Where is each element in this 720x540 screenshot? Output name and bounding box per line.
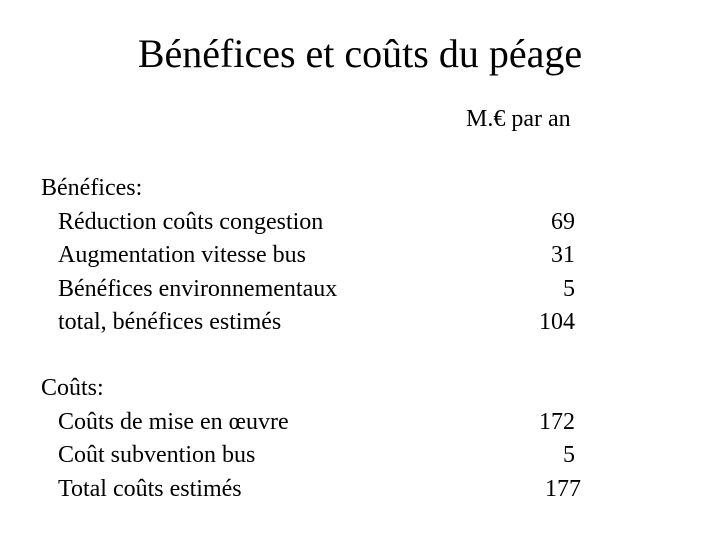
benefit-row-congestion: [41, 206, 601, 240]
benefit-total-label: total, bénéfices estimés: [58, 309, 282, 335]
benefit-label: Bénéfices environnementaux: [58, 275, 338, 302]
cost-row-total: [41, 473, 601, 507]
benefit-label: Réduction coûts congestion: [58, 208, 324, 235]
benefits-heading: Bénéfices:: [41, 175, 143, 201]
benefit-value: 5: [563, 275, 575, 302]
benefit-row-total: [41, 306, 601, 340]
benefit-value: 69: [551, 208, 575, 235]
costs-section: [41, 372, 601, 506]
cost-row-bus-subsidy: [41, 439, 601, 473]
unit-label: M.€ par an: [466, 106, 571, 132]
cost-row-implementation: [41, 406, 601, 440]
benefit-row-environment: [41, 273, 601, 307]
cost-total-value: 177: [545, 475, 581, 502]
benefits-section: [41, 172, 601, 340]
cost-value: 172: [539, 408, 575, 435]
costs-heading: Coûts:: [41, 375, 104, 401]
cost-label: Coût subvention bus: [58, 442, 256, 468]
cost-value: 5: [563, 442, 575, 468]
cost-total-label: Total coûts estimés: [58, 475, 242, 502]
benefit-row-bus-speed: [41, 239, 601, 273]
benefit-label: Augmentation vitesse bus: [58, 242, 306, 268]
cost-label: Coûts de mise en œuvre: [58, 408, 289, 435]
benefit-total-value: 104: [539, 309, 575, 335]
benefit-value: 31: [551, 242, 575, 268]
page-title: Bénéfices et coûts du péage: [137, 31, 583, 76]
